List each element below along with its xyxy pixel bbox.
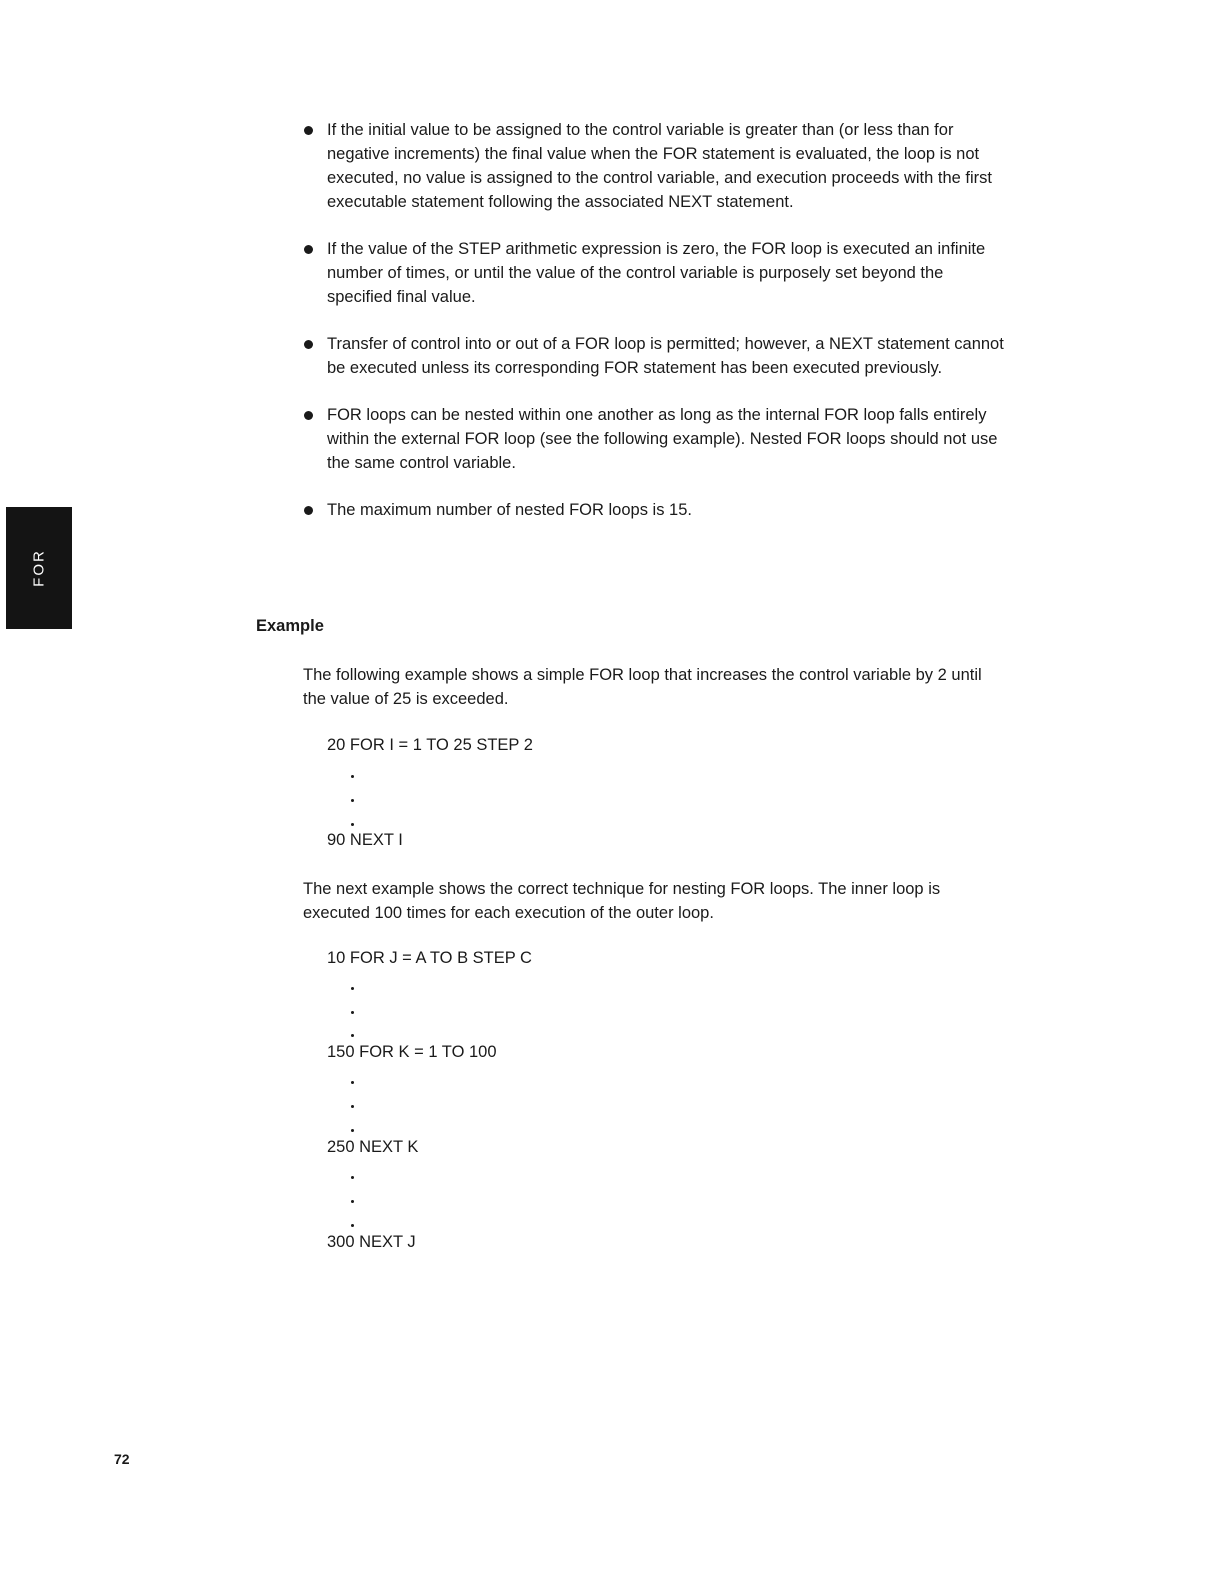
ellipsis-dot [351,1176,354,1179]
ellipsis-dot [351,987,354,990]
bullet-max-nesting: The maximum number of nested FOR loops is 15. [304,498,1004,522]
ellipsis-dot [351,1129,354,1132]
ellipsis-dot [351,1081,354,1084]
example-intro-1: The following example shows a simple FOR loop that increases the control variable by 2 until the value of 25 is exceeded. [303,666,982,708]
code-line-for-i: 20 FOR I = 1 TO 25 STEP 2 [327,736,533,754]
code-line-next-i: 90 NEXT I [327,831,403,849]
bullet-transfer-of-control: Transfer of control into or out of a FOR loop is permitted; however, a NEXT statement cannot be executed unless its corresponding FOR statement has been executed previously. [304,332,1004,380]
bullet-step-zero: If the value of the STEP arithmetic expression is zero, the FOR loop is executed an infinite number of times, or until the value of the control variable is purposely set beyond the specified final value. [304,237,1004,309]
ellipsis-dot [351,1011,354,1014]
section-tab-label: FOR [30,549,48,587]
bullet-initial-value: If the initial value to be assigned to the control variable is greater than (or less than for negative increments) the final value when the FOR statement is evaluated, the loop is not executed, no value is assigned to the control variable, and execution proceeds with the first executable statement following the associated NEXT statement. [304,118,1004,214]
section-tab-marker [6,507,72,629]
ellipsis-dot [351,1034,354,1037]
ellipsis-dot [351,1105,354,1108]
bullet-nested-loops: FOR loops can be nested within one another as long as the internal FOR loop falls entirely within the external FOR loop (see the following example). Nested FOR loops should not use the same control variable. [304,403,1004,475]
ellipsis-dot [351,1200,354,1203]
example-intro-2: The next example shows the correct technique for nesting FOR loops. The inner loop is executed 100 times for each execution of the outer loop. [303,880,941,922]
code-line-for-j: 10 FOR J = A TO B STEP C [327,949,532,967]
page-number: 72 [114,1451,130,1467]
ellipsis-dot [351,799,354,802]
ellipsis-dot [351,1224,354,1227]
rules-bullet-list [304,118,1004,545]
code-line-for-k: 150 FOR K = 1 TO 100 [327,1043,497,1061]
code-line-next-k: 250 NEXT K [327,1138,419,1156]
code-line-next-j: 300 NEXT J [327,1233,416,1251]
example-heading: Example [256,617,324,635]
ellipsis-dot [351,823,354,826]
ellipsis-dot [351,775,354,778]
